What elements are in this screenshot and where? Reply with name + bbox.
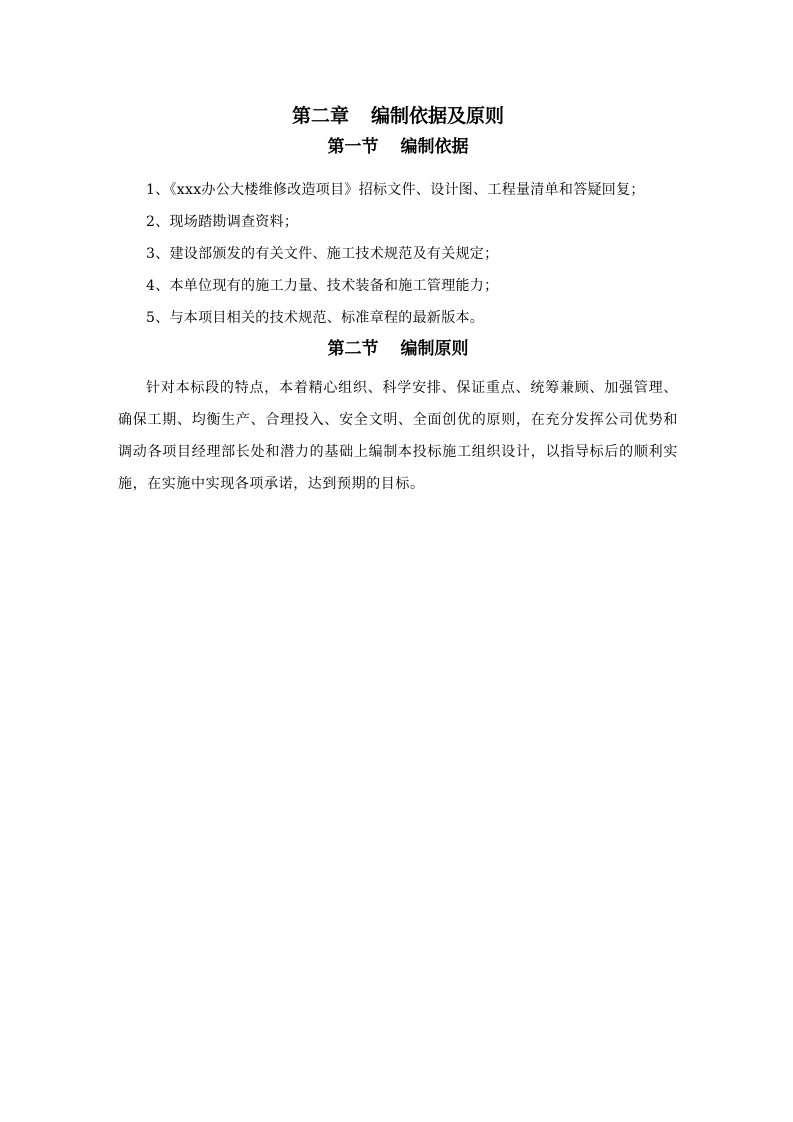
basis-item-2: 2、现场踏勘调查资料； xyxy=(146,214,299,230)
section1-title: 编制依据 xyxy=(400,137,469,157)
section2-title: 编制原则 xyxy=(400,339,469,359)
chapter-number: 第二章 xyxy=(291,105,349,127)
chapter-title: 编制依据及原则 xyxy=(371,105,505,127)
section2-heading xyxy=(118,334,678,366)
section2-number: 第二节 xyxy=(327,339,379,359)
section1-number: 第一节 xyxy=(327,137,379,157)
principle-paragraph: 针对本标段的特点，本着精心组织、科学安排、保证重点、统筹兼顾、加强管理、确保工期、均衡生产、合理投入、安全文明、全面创优的原则，在充分发挥公司优势和调动各项目经理部长处和潜力的基础上编制本投标施工组织设计，以指导标后的顺利实施，在实施中实现各项承诺，达到预期的目标。 xyxy=(118,380,678,492)
section1-heading xyxy=(118,132,678,164)
basis-item-5: 5、与本项目相关的技术规范、标准章程的最新版本。 xyxy=(146,310,485,326)
chapter-heading xyxy=(118,100,678,132)
basis-list xyxy=(118,174,678,334)
basis-item-3: 3、建设部颁发的有关文件、施工技术规范及有关规定； xyxy=(146,246,499,262)
page-content xyxy=(118,100,678,500)
basis-item-1: 1、《xxx办公大楼维修改造项目》招标文件、设计图、工程量清单和答疑回复； xyxy=(146,182,645,198)
basis-item-4: 4、本单位现有的施工力量、技术装备和施工管理能力； xyxy=(146,278,499,294)
